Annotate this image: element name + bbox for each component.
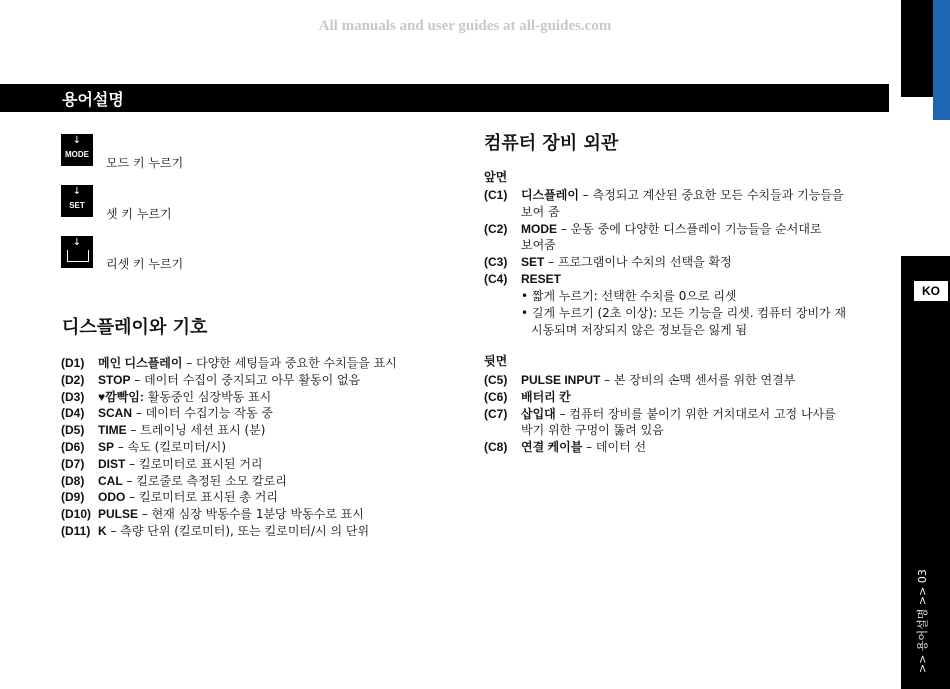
item-code: (D10) [61,507,92,522]
display-list [61,355,397,540]
item-line: 박기 위한 구멍이 뚫려 있음 [521,423,664,438]
item-code: (C7) [484,406,508,421]
list-item [61,523,397,540]
item-desc: – 킬로미터로 표시된 총 거리 [125,490,278,505]
item-line [521,187,844,204]
item-code: (D8) [61,473,85,488]
front-heading: 앞면 [484,170,508,184]
list-item [61,422,397,439]
item-desc: – 데이터 수집이 중지되고 아무 활동이 없음 [130,372,361,387]
language-tab: KO [914,281,948,301]
bullet-line: • 짧게 누르기: 선택한 수치를 0으로 리셋 [521,289,737,303]
item-desc: – 현재 심장 박동수를 1분당 박동수로 표시 [138,507,364,522]
item-code: (D9) [61,490,85,505]
item-code: (C2) [484,221,508,236]
item-code: (C1) [484,188,508,202]
item-desc: – 트레이닝 세션 표시 (분) [126,423,266,438]
list-item [484,187,844,221]
list-item [484,439,836,456]
list-item [484,389,836,406]
item-line [521,254,732,271]
item-desc: 활동중인 심장박동 표시 [143,389,272,404]
item-line [521,406,836,423]
item-text [98,523,369,540]
back-list [484,372,836,456]
front-list [484,187,844,288]
list-item [484,271,844,288]
item-text [521,221,822,255]
item-name: ♥깜빡임: [98,389,144,404]
mode-key-label: MODE [65,150,89,159]
item-text [98,456,263,473]
item-code: (D3) [61,389,85,404]
mode-key-desc: 모드 키 누르기 [106,156,184,170]
item-name: STOP [98,372,131,387]
reset-key-icon [61,236,93,268]
item-text [521,406,836,440]
reset-bullets [521,288,846,338]
item-desc: – 운동 중에 다양한 디스플레이 기능들을 순서대로 [557,221,822,236]
item-text [98,372,360,389]
exterior-heading: 컴퓨터 장비 외관 [484,133,619,154]
item-name: 메인 디스플레이 [98,356,183,370]
item-desc: – 측량 단위 (킬로미터), 또는 킬로미터/시 의 단위 [106,523,370,538]
item-name: K [98,523,107,538]
item-name: MODE [521,221,557,236]
item-text [98,506,364,523]
item-name: 연결 케이블 [521,440,583,455]
set-key-label: SET [69,201,85,210]
item-name: 디스플레이 [521,188,579,202]
arrow-down-icon: ↓ [72,237,82,248]
item-line: 보여줌 [521,238,556,253]
item-name: PULSE [98,507,139,522]
item-desc: – 다양한 세팅들과 중요한 수치들을 표시 [182,356,397,370]
item-desc: – 킬로줄로 측정된 소모 칼로리 [122,473,287,488]
list-item [61,389,397,406]
item-text [98,489,278,506]
item-text [98,389,271,406]
reset-key-desc: 리셋 키 누르기 [106,257,184,271]
item-line [521,439,646,456]
item-text [521,439,646,456]
item-text [98,422,265,439]
list-item [61,372,397,389]
item-code: (C5) [484,373,508,387]
item-code: (D7) [61,456,85,471]
item-code: (C3) [484,255,508,270]
item-name: SCAN [98,406,133,421]
set-key-icon [61,185,93,217]
item-code: (D6) [61,439,85,454]
item-text [521,187,844,221]
item-name: TIME [98,423,127,438]
item-desc: – 킬로미터로 표시된 거리 [125,456,263,471]
section-title-bar [0,84,889,112]
item-name: RESET [521,271,562,286]
item-name: SET [521,255,545,270]
item-name: SP [98,439,115,454]
item-line: 보여 줌 [521,204,560,219]
list-item [61,439,397,456]
edge-tab-blue [933,0,950,120]
list-item [61,489,397,506]
reset-bracket-icon [67,250,89,262]
arrow-down-icon: ↓ [72,135,82,146]
item-desc: – 프로그램이나 수치의 선택을 확정 [544,255,732,270]
item-desc: – 본 장비의 손맥 센서를 위한 연결부 [600,373,796,387]
item-desc: – 데이터 수집기능 작동 중 [132,406,274,421]
list-item [61,473,397,490]
list-item [61,355,397,372]
section-title: 용어설명 [62,90,124,109]
back-heading: 뒷면 [484,354,508,368]
item-text [98,473,287,490]
item-name: PULSE INPUT [521,373,601,387]
mode-key-icon [61,134,93,166]
item-code: (D1) [61,356,85,370]
item-text [98,355,397,372]
bullet-line: 시동되며 저장되지 않은 정보들은 잃게 됨 [531,322,748,337]
display-heading: 디스플레이와 기호 [62,317,208,338]
item-code: (C4) [484,271,508,286]
item-line [521,372,795,389]
item-desc: – 속도 (킬로미터/시) [114,439,227,454]
item-text [521,372,795,389]
item-text [521,271,561,288]
edge-tab-black [901,0,933,97]
list-item [484,221,844,255]
item-line [521,271,561,288]
watermark: All manuals and user guides at all-guides.com [318,18,612,34]
item-text [98,439,226,456]
list-item [61,506,397,523]
item-desc: – 데이터 선 [582,440,647,455]
item-line [521,221,822,238]
item-desc: – 측정되고 계산된 중요한 모든 수치들과 기능들을 [578,188,844,202]
item-code: (D2) [61,372,85,387]
item-text [98,405,273,422]
item-name: CAL [98,473,123,488]
item-code: (D4) [61,406,85,421]
list-item [61,456,397,473]
list-item [484,372,836,389]
set-key-desc: 셋 키 누르기 [106,207,172,221]
list-item [484,406,836,440]
item-name: 배터리 칸 [521,389,571,404]
item-desc: – 컴퓨터 장비를 붙이기 위한 거치대로서 고정 나사를 [555,406,836,421]
item-text [521,254,732,271]
arrow-down-icon: ↓ [72,186,82,197]
list-item [484,254,844,271]
side-footer: >> 용어설명 >> 03 [916,569,929,673]
item-name: DIST [98,456,126,471]
item-line [521,389,571,406]
item-code: (C6) [484,389,508,404]
item-name: ODO [98,490,126,505]
bullet-line: • 길게 누르기 (2초 이상): 모든 기능을 리셋. 컴퓨터 장비가 재 [521,305,847,320]
list-item [61,405,397,422]
item-name: 삽입대 [521,406,556,421]
item-code: (D11) [61,523,91,538]
item-code: (D5) [61,423,85,438]
item-text [521,389,571,406]
item-code: (C8) [484,440,508,455]
